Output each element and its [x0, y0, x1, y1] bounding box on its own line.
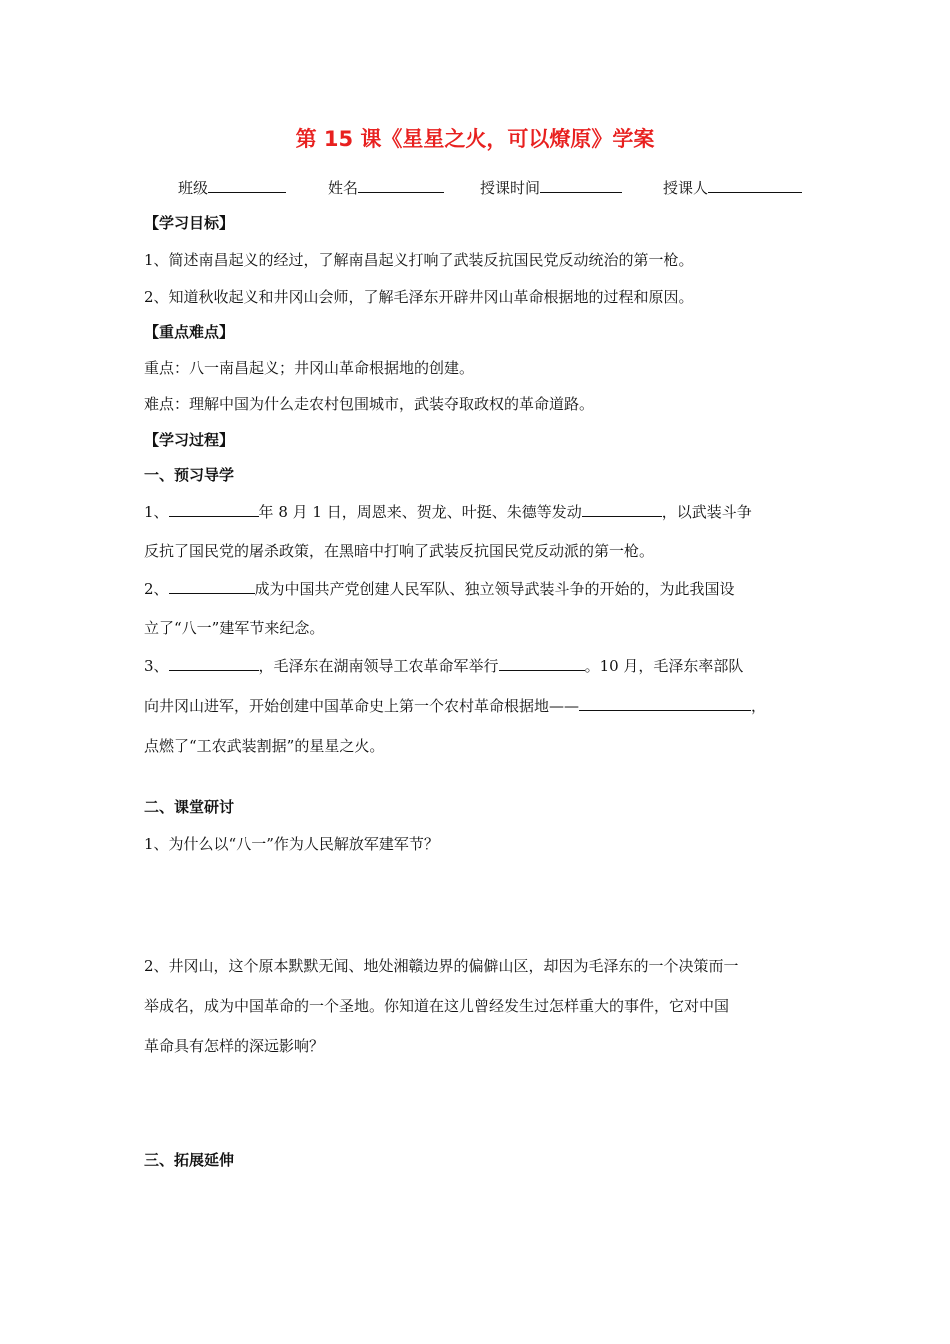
teacher-label: 授课人	[663, 179, 709, 197]
name-blank[interactable]	[358, 177, 444, 193]
discussion-question-1: 1、为什么以“八一”作为人民解放军建军节？	[144, 835, 439, 853]
section-extension-heading: 三、拓展延伸	[144, 1151, 235, 1169]
key-point: 重点：八一南昌起义；井冈山革命根据地的创建。	[144, 359, 475, 377]
key-points-heading: 【重点难点】	[144, 323, 235, 341]
name-label: 姓名	[328, 179, 359, 197]
preview-question-2-cont: 立了“八一”建军节来纪念。	[144, 619, 325, 637]
goals-heading: 【学习目标】	[144, 214, 235, 232]
q3-event-blank[interactable]	[499, 655, 585, 671]
preview-question-3-cont2: 点燃了“工农武装割据”的星星之火。	[144, 737, 385, 755]
discussion-question-2-line-1: 2、井冈山，这个原本默默无闻、地处湘赣边界的偏僻山区，却因为毛泽东的一个决策而一	[144, 957, 739, 975]
process-heading: 【学习过程】	[144, 431, 235, 449]
difficult-point: 难点：理解中国为什么走农村包围城市，武装夺取政权的革命道路。	[144, 395, 595, 413]
section-preview-heading: 一、预习导学	[144, 466, 235, 484]
class-blank[interactable]	[208, 177, 286, 193]
preview-question-1: 1、 年 8 月 1 日，周恩来、贺龙、叶挺、朱德等发动 ，以武装斗争	[144, 503, 752, 521]
q3-date-blank[interactable]	[169, 655, 259, 671]
time-field[interactable]	[480, 177, 622, 198]
worksheet-title: 第 15 课《星星之火，可以燎原》学案	[295, 127, 655, 151]
q2-blank[interactable]	[169, 578, 255, 594]
q3-base-blank[interactable]	[579, 695, 751, 711]
preview-question-2: 2、 成为中国共产党创建人民军队、独立领导武装斗争的开始的，为此我国设	[144, 580, 735, 598]
preview-question-3-cont: 向井冈山进军，开始创建中国革命史上第一个农村革命根据地—— ，	[144, 697, 767, 715]
teacher-blank[interactable]	[708, 177, 802, 193]
time-blank[interactable]	[540, 177, 622, 193]
class-field[interactable]	[178, 177, 286, 198]
teacher-field[interactable]	[663, 177, 802, 198]
q1-event-blank[interactable]	[582, 501, 662, 517]
name-field[interactable]	[328, 177, 444, 198]
goal-item-2: 2、知道秋收起义和井冈山会师，了解毛泽东开辟井冈山革命根据地的过程和原因。	[144, 288, 694, 306]
goal-item-1: 1、简述南昌起义的经过，了解南昌起义打响了武装反抗国民党反动统治的第一枪。	[144, 251, 694, 269]
discussion-question-2-line-2: 举成名，成为中国革命的一个圣地。你知道在这儿曾经发生过怎样重大的事件，它对中国	[144, 997, 730, 1015]
preview-question-3: 3、 ，毛泽东在湖南领导工农革命军举行 。10 月，毛泽东率部队	[144, 657, 744, 675]
time-label: 授课时间	[480, 179, 541, 197]
section-discussion-heading: 二、课堂研讨	[144, 798, 235, 816]
class-label: 班级	[178, 179, 209, 197]
preview-question-1-cont: 反抗了国民党的屠杀政策，在黑暗中打响了武装反抗国民党反动派的第一枪。	[144, 542, 655, 560]
discussion-question-2-line-3: 革命具有怎样的深远影响？	[144, 1037, 325, 1055]
q1-year-blank[interactable]	[169, 501, 259, 517]
